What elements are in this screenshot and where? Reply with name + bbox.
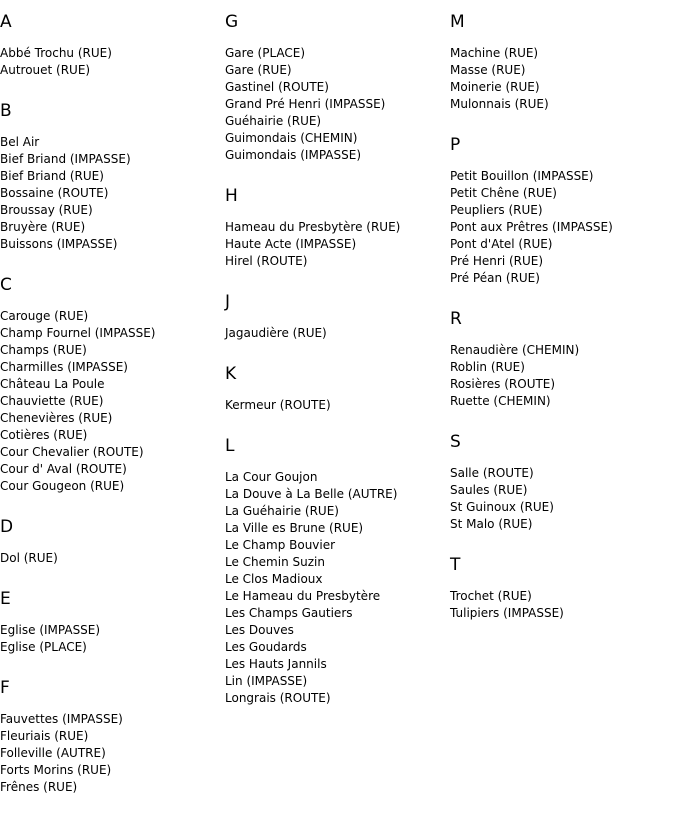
street-name: Jagaudière (RUE)	[225, 326, 327, 340]
street-name: Autrouet (RUE)	[0, 63, 91, 77]
street-name: Pré Péan (RUE)	[450, 271, 540, 285]
section-letter: H	[225, 186, 238, 206]
street-name: Le Chemin Suzin	[225, 555, 325, 569]
street-name: Saules (RUE)	[450, 483, 528, 497]
street-name: Tulipiers (IMPASSE)	[450, 606, 564, 620]
street-name: Longrais (ROUTE)	[225, 691, 331, 705]
street-name: Roblin (RUE)	[450, 360, 525, 374]
section-spacer	[0, 656, 225, 677]
street-name: Bruyère (RUE)	[0, 220, 86, 234]
street-name: Mulonnais (RUE)	[450, 97, 549, 111]
letter-section	[0, 11, 225, 79]
column-3	[450, 11, 675, 622]
street-name: St Malo (RUE)	[450, 517, 533, 531]
section-letter: S	[450, 432, 461, 452]
section-letter: R	[450, 309, 462, 329]
street-list	[0, 622, 225, 656]
letter-section	[225, 11, 450, 164]
street-name: Fauvettes (IMPASSE)	[0, 712, 123, 726]
letter-section	[0, 274, 225, 495]
street-name: Eglise (IMPASSE)	[0, 623, 101, 637]
street-name: Haute Acte (IMPASSE)	[225, 237, 357, 251]
street-name: Les Goudards	[225, 640, 307, 654]
letter-section	[225, 363, 450, 414]
street-list	[225, 469, 450, 707]
street-name: Pré Henri (RUE)	[450, 254, 544, 268]
section-letter: D	[0, 517, 14, 537]
street-name: Hameau du Presbytère (RUE)	[225, 220, 401, 234]
street-name: Dol (RUE)	[0, 551, 58, 565]
street-name: Champ Fournel (IMPASSE)	[0, 326, 156, 340]
street-name: Salle (ROUTE)	[450, 466, 534, 480]
street-name: Folleville (AUTRE)	[0, 746, 106, 760]
street-name: Bief Briand (IMPASSE)	[0, 152, 131, 166]
street-name: St Guinoux (RUE)	[450, 500, 554, 514]
street-name: Eglise (PLACE)	[0, 640, 87, 654]
street-name: Les Hauts Jannils	[225, 657, 327, 671]
letter-section	[450, 554, 675, 622]
letter-section	[450, 431, 675, 533]
street-name: Gare (PLACE)	[225, 46, 306, 60]
street-name: Gare (RUE)	[225, 63, 292, 77]
street-name: Guéhairie (RUE)	[225, 114, 322, 128]
street-name: Champs (RUE)	[0, 343, 87, 357]
street-name: Guimondais (IMPASSE)	[225, 148, 361, 162]
section-spacer	[0, 79, 225, 100]
section-spacer	[225, 414, 450, 435]
street-list	[0, 550, 225, 567]
letter-section	[225, 185, 450, 270]
street-name: Bel Air	[0, 135, 40, 149]
section-letter: E	[0, 589, 11, 609]
letter-section	[0, 588, 225, 656]
section-letter: A	[0, 12, 12, 32]
column-1	[0, 11, 225, 796]
street-list	[0, 134, 225, 253]
street-name: La Ville es Brune (RUE)	[225, 521, 364, 535]
street-name: Cotières (RUE)	[0, 428, 88, 442]
street-name: La Cour Goujon	[225, 470, 318, 484]
street-list	[0, 711, 225, 796]
section-letter: M	[450, 12, 465, 32]
street-name: Pont aux Prêtres (IMPASSE)	[450, 220, 613, 234]
street-name: Ruette (CHEMIN)	[450, 394, 551, 408]
section-letter: P	[450, 135, 461, 155]
letter-section	[0, 677, 225, 796]
street-list	[225, 325, 450, 342]
street-name: Le Hameau du Presbytère	[225, 589, 381, 603]
street-name: Cour Gougeon (RUE)	[0, 479, 125, 493]
section-letter: L	[225, 436, 235, 456]
street-list	[450, 465, 675, 533]
street-name: Frênes (RUE)	[0, 780, 78, 794]
letter-section	[0, 100, 225, 253]
street-name: Abbé Trochu (RUE)	[0, 46, 112, 60]
letter-section	[450, 308, 675, 410]
street-name: Petit Chêne (RUE)	[450, 186, 557, 200]
street-list	[0, 45, 225, 79]
street-name: La Guéhairie (RUE)	[225, 504, 339, 518]
street-name: Grand Pré Henri (IMPASSE)	[225, 97, 386, 111]
section-letter: B	[0, 101, 12, 121]
letter-section	[225, 435, 450, 707]
street-name: Buissons (IMPASSE)	[0, 237, 118, 251]
street-list	[450, 168, 675, 287]
street-name: Carouge (RUE)	[0, 309, 89, 323]
street-name: Trochet (RUE)	[450, 589, 532, 603]
street-name: Peupliers (RUE)	[450, 203, 543, 217]
section-spacer	[225, 270, 450, 291]
street-name: Pont d'Atel (RUE)	[450, 237, 553, 251]
section-spacer	[0, 567, 225, 588]
street-name: Renaudière (CHEMIN)	[450, 343, 580, 357]
street-name: Les Douves	[225, 623, 294, 637]
street-list	[225, 219, 450, 270]
street-name: Cour Chevalier (ROUTE)	[0, 445, 144, 459]
street-name: Bossaine (ROUTE)	[0, 186, 109, 200]
section-spacer	[225, 164, 450, 185]
street-name: Bief Briand (RUE)	[0, 169, 104, 183]
section-spacer	[450, 533, 675, 554]
street-name: Machine (RUE)	[450, 46, 539, 60]
street-name: Les Champs Gautiers	[225, 606, 353, 620]
column-2	[225, 11, 450, 707]
street-name: Cour d' Aval (ROUTE)	[0, 462, 127, 476]
street-name: Lin (IMPASSE)	[225, 674, 308, 688]
letter-section	[225, 291, 450, 342]
street-list	[225, 397, 450, 414]
street-name: Gastinel (ROUTE)	[225, 80, 329, 94]
section-spacer	[0, 495, 225, 516]
street-list	[450, 588, 675, 622]
letter-section	[450, 134, 675, 287]
street-name: Petit Bouillon (IMPASSE)	[450, 169, 594, 183]
section-spacer	[450, 287, 675, 308]
section-spacer	[450, 410, 675, 431]
street-name: Charmilles (IMPASSE)	[0, 360, 128, 374]
street-list	[0, 308, 225, 495]
section-letter: T	[450, 555, 461, 575]
street-name: Hirel (ROUTE)	[225, 254, 308, 268]
street-name: Broussay (RUE)	[0, 203, 93, 217]
street-name: La Douve à La Belle (AUTRE)	[225, 487, 398, 501]
section-spacer	[450, 113, 675, 134]
street-name: Fleuriais (RUE)	[0, 729, 89, 743]
section-spacer	[0, 253, 225, 274]
street-name: Chauviette (RUE)	[0, 394, 104, 408]
street-name: Forts Morins (RUE)	[0, 763, 112, 777]
street-name: Masse (RUE)	[450, 63, 526, 77]
section-letter: C	[0, 275, 12, 295]
section-letter: J	[225, 292, 231, 312]
section-letter: K	[225, 364, 237, 384]
street-name: Kermeur (ROUTE)	[225, 398, 331, 412]
section-letter: F	[0, 678, 10, 698]
street-list	[225, 45, 450, 164]
street-name: Guimondais (CHEMIN)	[225, 131, 358, 145]
section-spacer	[225, 342, 450, 363]
street-name: Château La Poule	[0, 377, 105, 391]
letter-section	[450, 11, 675, 113]
street-name: Chenevières (RUE)	[0, 411, 113, 425]
street-name: Moinerie (RUE)	[450, 80, 540, 94]
street-list	[450, 45, 675, 113]
street-name: Le Clos Madioux	[225, 572, 323, 586]
street-name: Le Champ Bouvier	[225, 538, 336, 552]
street-name: Rosières (ROUTE)	[450, 377, 556, 391]
section-letter: G	[225, 12, 239, 32]
street-list	[450, 342, 675, 410]
letter-section	[0, 516, 225, 567]
